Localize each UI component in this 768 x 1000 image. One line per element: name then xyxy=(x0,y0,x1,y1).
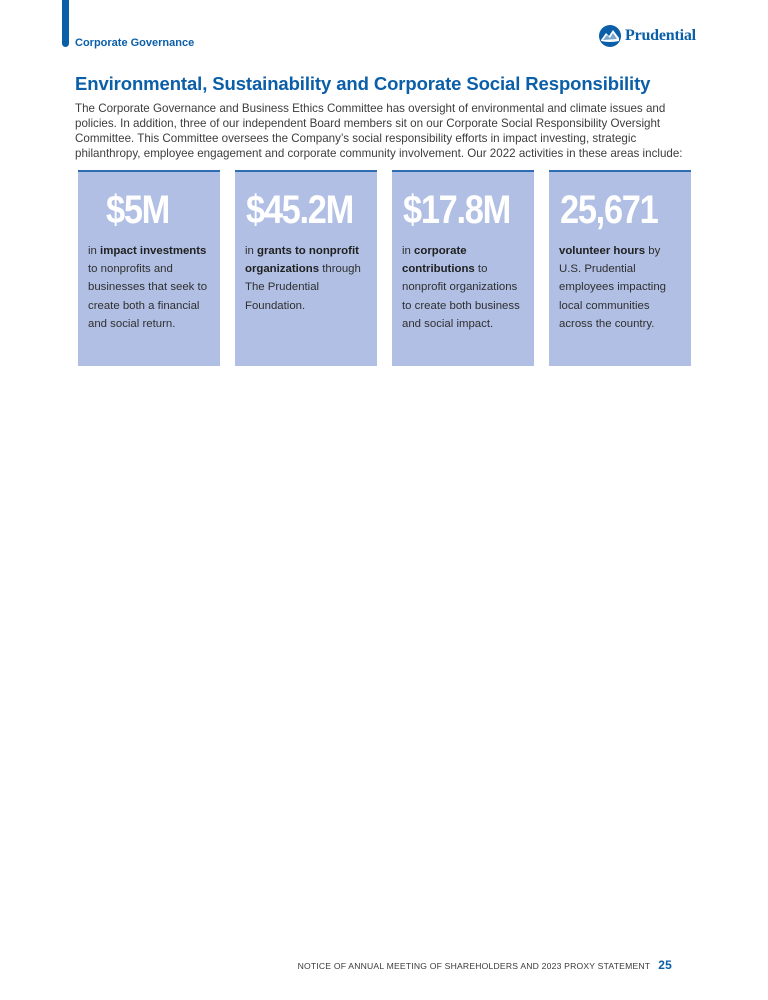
page-heading: Environmental, Sustainability and Corporate Social Responsibility xyxy=(75,73,651,94)
stat-card-contributions xyxy=(392,170,534,366)
stat-value: $5M xyxy=(106,188,170,232)
section-accent-bar xyxy=(62,0,69,47)
logo-text: Prudential xyxy=(625,27,696,44)
stat-description: in corporate contributions to nonprofit organizations to create both business and social impact. xyxy=(402,245,520,330)
stat-card-grants xyxy=(235,170,377,366)
footer-text: NOTICE OF ANNUAL MEETING OF SHAREHOLDERS AND 2023 PROXY STATEMENT xyxy=(297,961,651,971)
stat-value: 25,671 xyxy=(560,188,658,232)
section-label: Corporate Governance xyxy=(75,37,195,49)
stat-card-volunteer-hours xyxy=(549,170,691,366)
stat-description: in grants to nonprofit organizations through The Prudential Foundation. xyxy=(245,245,361,312)
page-number: 25 xyxy=(658,958,672,972)
page-footer xyxy=(298,958,672,972)
stat-description: in impact investments to nonprofits and businesses that seek to create both a financial and social return. xyxy=(88,245,208,330)
stat-card-impact-investments xyxy=(78,170,220,366)
stat-value: $17.8M xyxy=(403,188,511,232)
intro-paragraph: The Corporate Governance and Business Ethics Committee has oversight of environmental and climate issues and policies. In addition, three of our independent Board members sit on our Corporate Social Responsibility Oversight Committee. This Committee oversees the Company’s social responsibility efforts in impact investing, strategic philanthropy, employee engagement and corporate community involvement. Our 2022 activities in these areas include: xyxy=(75,102,683,160)
rock-logo-icon xyxy=(598,24,622,48)
stat-value: $45.2M xyxy=(246,188,354,232)
stat-description: volunteer hours by U.S. Prudential employees impacting local communities across the country. xyxy=(559,245,666,330)
prudential-logo xyxy=(598,24,696,48)
